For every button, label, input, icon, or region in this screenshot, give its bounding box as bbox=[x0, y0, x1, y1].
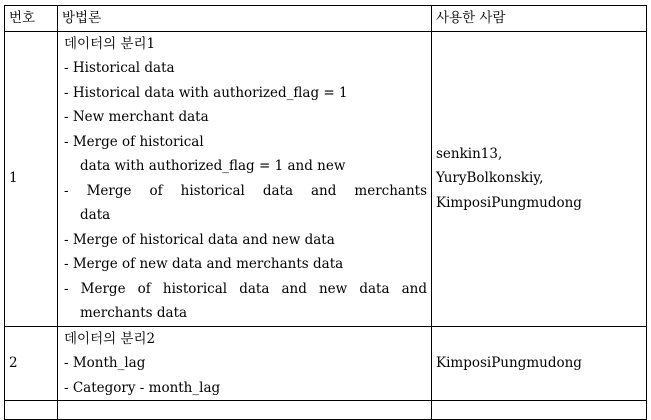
row-number: 1 bbox=[5, 31, 58, 326]
method-item: - Merge of new data and merchants data bbox=[64, 256, 344, 272]
method-cell bbox=[58, 401, 432, 420]
method-item: - Merge of historical data and new data and bbox=[64, 280, 427, 297]
header-users: 사용한 사람 bbox=[432, 6, 647, 32]
users-cell bbox=[432, 401, 647, 420]
table-row-empty bbox=[5, 401, 647, 420]
method-item: - Merge of historical bbox=[64, 133, 204, 150]
table-row bbox=[5, 326, 647, 401]
method-cell bbox=[58, 326, 432, 401]
table-header-row bbox=[5, 6, 647, 32]
method-item: - New merchant data bbox=[64, 109, 209, 125]
method-item: merchants data bbox=[80, 305, 188, 321]
method-cell bbox=[58, 31, 432, 326]
method-item: - Category - month_lag bbox=[64, 379, 221, 396]
method-item: - Month_lag bbox=[64, 355, 146, 371]
users-cell bbox=[432, 31, 647, 326]
method-item: - Historical data bbox=[64, 60, 175, 76]
method-item: data with authorized_flag = 1 and new bbox=[80, 158, 346, 174]
method-title: 데이터의 분리2 bbox=[64, 330, 156, 347]
row-number: 2 bbox=[5, 326, 58, 401]
users-cell bbox=[432, 326, 647, 401]
user-name: senkin13, bbox=[436, 145, 503, 162]
table-row bbox=[5, 31, 647, 326]
user-name: KimposiPungmudong bbox=[436, 355, 582, 371]
methods-table bbox=[4, 5, 647, 420]
method-item: - Historical data with authorized_flag = 1 bbox=[64, 84, 348, 101]
method-title: 데이터의 분리1 bbox=[64, 35, 156, 52]
user-name: KimposiPungmudong bbox=[436, 194, 582, 211]
user-name: YuryBolkonskiy, bbox=[436, 170, 544, 187]
method-item: - Merge of historical data and new data bbox=[64, 231, 335, 248]
header-number: 번호 bbox=[5, 6, 58, 32]
method-item: data bbox=[80, 207, 111, 223]
method-item: - Merge of historical data and merchants bbox=[64, 182, 427, 199]
row-number bbox=[5, 401, 58, 420]
header-method: 방법론 bbox=[58, 6, 432, 32]
